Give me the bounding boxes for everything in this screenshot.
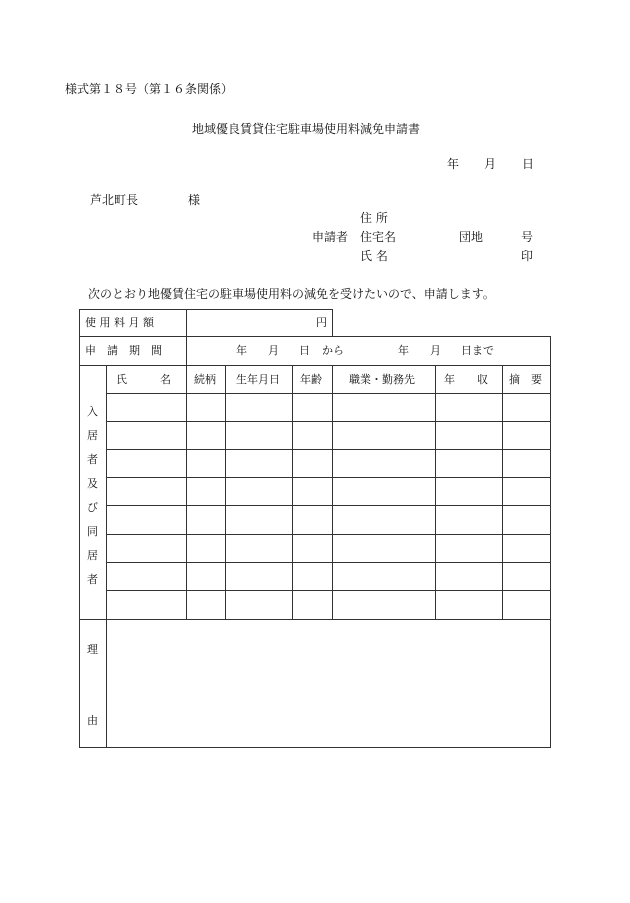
- table-line: [79, 365, 551, 366]
- residents-side-label-char: 同: [87, 525, 98, 538]
- table-line: [106, 393, 551, 394]
- table-line: [79, 619, 551, 620]
- statement-text: 次のとおり地優賃住宅の駐車場使用料の減免を受けたいので、申請します。: [88, 287, 495, 301]
- fee-unit: 円: [316, 316, 327, 329]
- header-name: 氏 名: [116, 373, 171, 386]
- table-line: [79, 309, 333, 310]
- table-line: [106, 421, 551, 422]
- addressee-honorific: 様: [188, 193, 201, 207]
- period-from: から: [322, 344, 344, 357]
- table-line: [186, 309, 187, 337]
- header-birthdate: 生年月日: [236, 373, 280, 386]
- complex-label: 団地: [459, 230, 484, 244]
- number-label: 号: [521, 230, 534, 244]
- header-relation: 続柄: [194, 373, 216, 386]
- table-line: [106, 590, 551, 591]
- period-start-day: 日: [299, 344, 310, 357]
- addressee-name: 芦北町長: [90, 193, 139, 207]
- table-line: [225, 365, 226, 620]
- address-label: 住 所: [360, 211, 388, 225]
- table-line: [435, 365, 436, 620]
- fee-label: 使 用 料 月 額: [85, 316, 154, 329]
- table-line: [186, 336, 187, 366]
- table-line: [106, 562, 551, 563]
- period-end-month: 月: [430, 344, 441, 357]
- table-line: [186, 365, 187, 620]
- table-line: [502, 365, 503, 620]
- residents-side-label-char: 入: [87, 405, 98, 418]
- reason-label-char: 理: [87, 643, 98, 656]
- date-month-label: 月: [484, 157, 497, 171]
- header-occupation: 職業・勤務先: [349, 373, 415, 386]
- residents-side-label-char: 者: [87, 453, 98, 466]
- table-line: [106, 534, 551, 535]
- period-label: 申 請 期 間: [85, 344, 162, 357]
- header-income: 年 収: [444, 373, 488, 386]
- residents-side-label-char: 及: [87, 477, 98, 490]
- residents-side-label-char: 者: [87, 573, 98, 586]
- table-line: [79, 747, 551, 748]
- table-line: [106, 449, 551, 450]
- table-line: [106, 477, 551, 478]
- period-start-year: 年: [236, 344, 247, 357]
- residents-side-label-char: 居: [87, 549, 98, 562]
- period-start-month: 月: [268, 344, 279, 357]
- residents-side-label-char: び: [87, 501, 98, 514]
- header-remarks: 摘 要: [509, 373, 542, 386]
- date-day-label: 日: [522, 157, 535, 171]
- table-line: [550, 336, 551, 748]
- table-line: [292, 365, 293, 620]
- residence-label: 住宅名: [360, 230, 397, 244]
- document-title: 地域優良賃貸住宅駐車場使用料減免申請書: [192, 122, 421, 136]
- table-line: [106, 505, 551, 506]
- period-end-day: 日まで: [461, 344, 494, 357]
- table-line: [332, 365, 333, 620]
- seal-label: 印: [521, 249, 534, 263]
- date-year-label: 年: [447, 157, 460, 171]
- table-line: [79, 336, 551, 337]
- residents-side-label-char: 居: [87, 429, 98, 442]
- table-line: [79, 309, 80, 748]
- reason-label-char: 由: [87, 714, 98, 727]
- applicant-label: 申請者: [312, 230, 349, 244]
- header-age: 年齢: [300, 373, 322, 386]
- name-label: 氏 名: [360, 249, 388, 263]
- table-line: [332, 309, 333, 337]
- form-number: 様式第１８号（第１６条関係）: [65, 82, 234, 96]
- table-line: [106, 365, 107, 748]
- period-end-year: 年: [398, 344, 409, 357]
